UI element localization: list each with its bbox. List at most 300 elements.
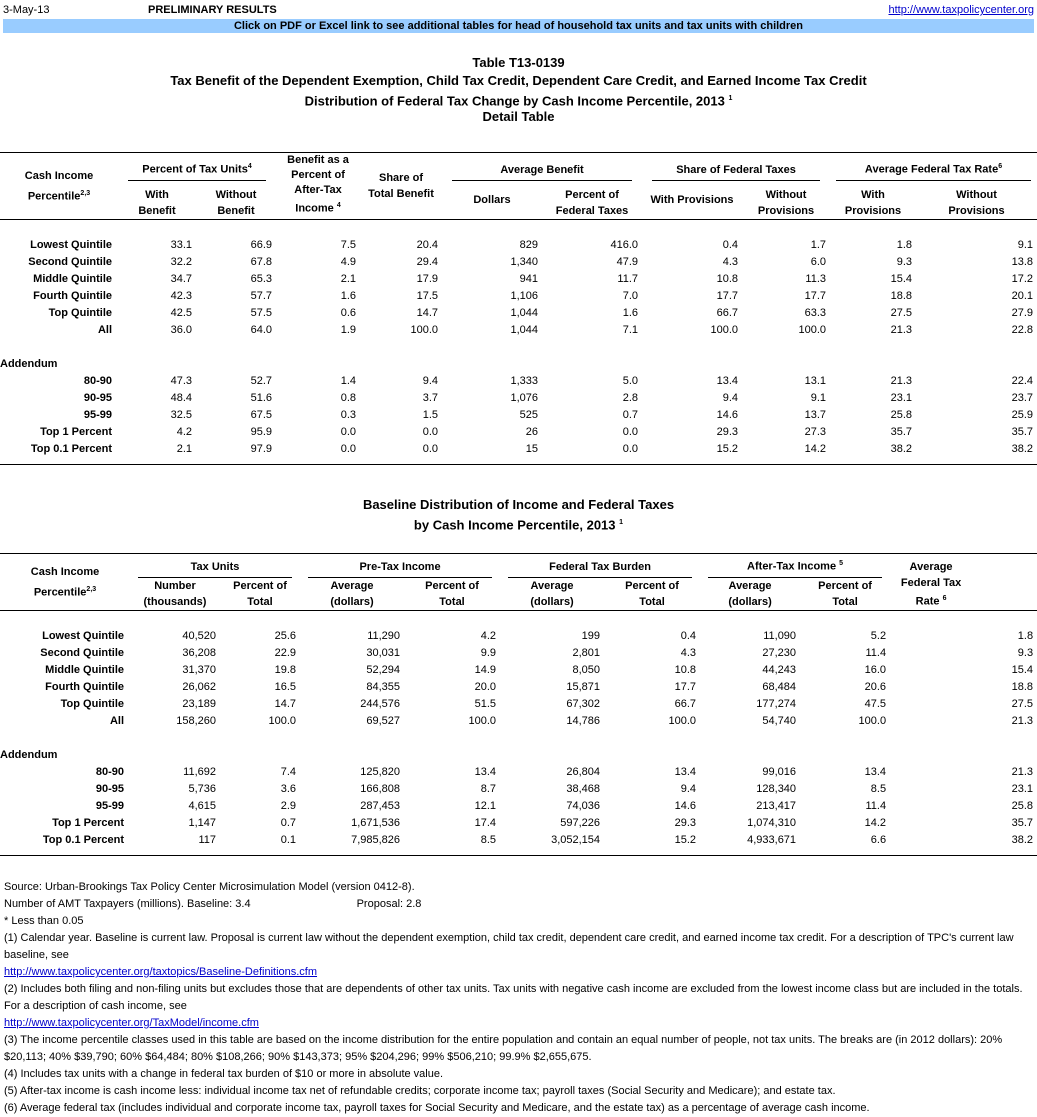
table-cell: 244,576 [360,697,401,710]
table-cell: 0.0 [622,442,639,455]
table-cell: 44,243 [762,663,797,676]
table-cell: 0.0 [422,442,439,455]
table-cell: 1.8 [896,238,913,251]
table-cell: 13.4 [474,765,497,778]
table-cell: 0.0 [622,425,639,438]
table-row [0,322,1037,339]
table-cell: 0.8 [340,391,357,404]
table-cell: 7.5 [340,238,357,251]
table-cell: 33.1 [170,238,192,251]
table-cell: 67.5 [250,408,273,421]
row-label: Top 0.1 Percent [30,442,112,455]
table-cell: 14.7 [416,306,439,319]
note-5: (5) After-tax income is cash income less: individual income tax net of refundable credits; corporate income tax; payroll taxes (Social Security and Medicare); and estate tax. [4,1085,836,1097]
table-cell: 35.7 [1011,425,1034,438]
table-cell: 26 [525,425,539,438]
table-cell: 100.0 [710,323,739,336]
table-cell: 4.9 [340,255,357,268]
table-cell: 14.6 [674,799,697,812]
table-cell: 0.0 [422,425,439,438]
col2-aftertax-pct: Percent of Total [818,579,872,608]
table-cell: 2.1 [176,442,192,455]
preliminary-label: PRELIMINARY RESULTS [148,4,277,16]
table-cell: 21.3 [890,323,913,336]
table-cell: 25.8 [1011,799,1034,812]
table-cell: 100.0 [858,714,887,727]
table-cell: 15,871 [566,680,601,693]
table-cell: 29.4 [416,255,439,268]
row-label: 95-99 [95,799,124,812]
col-pct-fed: Percent of Federal Taxes [555,188,629,217]
table-cell: 1,671,536 [351,816,401,829]
note-less-than: * Less than 0.05 [4,915,84,927]
table-cell: 66.7 [674,697,697,710]
col2-cash-income: Cash Income Percentile$^{2,3}$ [30,565,100,599]
table-cell: 287,453 [360,799,401,812]
table-cell: 0.4 [680,629,697,642]
row-label: Top Quintile [48,306,112,319]
table-row [0,441,1037,458]
baseline-table [0,553,1037,856]
col-with-prov: With Provisions [650,193,734,206]
table-cell: 15.2 [674,833,697,846]
table-cell: 9.1 [1017,238,1034,251]
table-cell: 9.3 [1017,646,1034,659]
table-cell: 42.3 [170,289,192,302]
table-cell: 1.7 [810,238,827,251]
table-cell: 2,801 [572,646,601,659]
table-cell: 0.7 [622,408,639,421]
table-row [0,237,1037,254]
row-label: 80-90 [83,374,112,387]
table-cell: 9.1 [810,391,827,404]
table-cell: 6.6 [870,833,887,846]
table-row [0,288,1037,305]
col2-pretax-pct: Percent of Total [425,579,479,608]
col-share-fed: Share of Federal Taxes [652,160,820,181]
table-cell: 17.4 [474,816,497,829]
table-cell: 1.6 [622,306,639,319]
table-cell: 51.5 [474,697,497,710]
col-share-total: Share of Total Benefit [368,171,434,200]
col-rate-without: Without Provisions [948,188,1005,217]
table-cell: 14.2 [864,816,887,829]
table-cell: 8.5 [870,782,887,795]
table-cell: 16.0 [864,663,887,676]
table-cell: 38.2 [1011,833,1034,846]
table-cell: 32.2 [170,255,192,268]
table-row [0,628,1037,645]
table-cell: 35.7 [890,425,913,438]
table-cell: 100.0 [268,714,297,727]
table-title-block [0,54,1037,126]
table-cell: 13.8 [1011,255,1034,268]
table-cell: 12.1 [474,799,497,812]
table-row [0,764,1037,781]
table-cell: 25.6 [274,629,297,642]
table-cell: 14,786 [566,714,601,727]
table-cell: 11.7 [617,272,639,285]
table-cell: 17.5 [416,289,439,302]
footnotes [4,879,1034,1117]
table-cell: 4.3 [680,646,697,659]
table-cell: 14.7 [274,697,297,710]
row-label: Lowest Quintile [42,629,124,642]
row-label: Fourth Quintile [45,680,124,693]
table-cell: 0.1 [280,833,297,846]
table-cell: 95.9 [250,425,273,438]
table-cell: 17.7 [716,289,739,302]
table-cell: 1,074,310 [747,816,797,829]
table-cell: 525 [519,408,539,421]
col2-pretax-avg: Average (dollars) [330,579,374,608]
table-cell: 100.0 [410,323,439,336]
table-cell: 54,740 [762,714,797,727]
addendum-label: Addendum [0,748,58,761]
table-cell: 27.5 [1011,697,1034,710]
col2-pretax: Pre-Tax Income [308,557,492,578]
table-cell: 30,031 [366,646,401,659]
table-cell: 48.4 [170,391,192,404]
table-cell: 25.9 [1011,408,1034,421]
baseline-definitions-link[interactable]: http://www.taxpolicycenter.org/taxtopics/Baseline-Definitions.cfm [4,966,318,978]
table-cell: 117 [198,833,216,846]
table-cell: 125,820 [360,765,401,778]
table-cell: 1.9 [340,323,357,336]
col-rate-with: With Provisions [844,188,902,217]
note-4: (4) Includes tax units with a change in federal tax burden of $10 or more in absolute value. [4,1068,444,1080]
table-cell: 23,189 [182,697,216,710]
col2-avg-rate: Average Federal Tax Rate $^6$ [900,561,962,608]
table-cell: 21.3 [890,374,913,387]
table-row [0,662,1037,679]
table-subtitle: Distribution of Federal Tax Change by Cash Income Percentile, 2013 $^1$ [304,93,733,109]
table-cell: 18.8 [890,289,913,302]
col2-aftertax: After-Tax Income $^5$ [708,554,882,578]
page-header [3,4,1034,18]
row-label: Second Quintile [28,255,112,268]
table-cell: 13.1 [804,374,827,387]
table-cell: 38.2 [1011,442,1034,455]
table-cell: 199 [581,629,601,642]
table-cell: 32.5 [170,408,192,421]
table-cell: 21.3 [1011,714,1034,727]
col2-units-pct: Percent of Total [233,579,287,608]
table-cell: 13.4 [716,374,739,387]
table-cell: 18.8 [1011,680,1034,693]
table-cell: 66.7 [716,306,739,319]
col2-burden: Federal Tax Burden [508,557,692,578]
table-cell: 2.8 [622,391,639,404]
table-cell: 100.0 [468,714,497,727]
col2-tax-units: Tax Units [138,557,292,578]
table-cell: 5,736 [188,782,216,795]
table-cell: 3.6 [280,782,297,795]
table-cell: 13.4 [864,765,887,778]
report-date: 3-May-13 [3,4,50,16]
table-cell: 27.5 [890,306,913,319]
table-cell: 20.1 [1011,289,1034,302]
note-3: (3) The income percentile classes used in this table are based on the income distribution for the entire population and contain an equal number of people, not tax units. The breaks are (in 2012 dollars): 20% $20,113; 40% $39,790; 60% $64,484; 80% $108,266; 90% $143,373; 95% $204,296; 99% $506,210; 99.9% $2,655,675. [4,1034,1003,1063]
note-amt: Number of AMT Taxpayers (millions). Baseline: 3.4 Proposal: 2.8 [4,898,422,910]
table-cell: 22.4 [1011,374,1034,387]
table-cell: 4.3 [722,255,739,268]
table-cell: 52,294 [366,663,401,676]
table-cell: 8.5 [480,833,497,846]
table-cell: 57.7 [250,289,273,302]
table-row [0,832,1037,849]
table-cell: 51.6 [250,391,273,404]
table-cell: 177,274 [756,697,797,710]
row-label: Top Quintile [60,697,124,710]
note-2: (2) Includes both filing and non-filing units but excludes those that are dependents of other tax units. Tax units with negative cash income are excluded from the lowest income class but are included in the totals. For a description of cash income, see [4,983,1023,1012]
table-cell: 1.8 [1017,629,1034,642]
table-cell: 20.4 [416,238,439,251]
row-label: Second Quintile [40,646,124,659]
table-cell: 15.2 [716,442,739,455]
note-6: (6) Average federal tax (includes individual and corporate income tax, payroll taxes for Social Security and Medicare, and the estate tax) as a percentage of average cash income. [4,1102,870,1114]
table-cell: 19.8 [274,663,297,676]
tpc-website-link[interactable]: http://www.taxpolicycenter.org [888,4,1034,16]
col-dollars: Dollars [473,193,511,206]
table-row [0,373,1037,390]
table-cell: 9.4 [422,374,439,387]
table-cell: 29.3 [716,425,739,438]
table-cell: 20.6 [864,680,887,693]
table-cell: 14.6 [716,408,739,421]
table-cell: 1,340 [510,255,539,268]
table-cell: 1.6 [340,289,357,302]
table-cell: 17.9 [416,272,439,285]
table-cell: 0.6 [340,306,357,319]
table-cell: 3,052,154 [551,833,601,846]
table-cell: 22.8 [1011,323,1034,336]
table-cell: 158,260 [176,714,216,727]
table-cell: 40,520 [182,629,216,642]
table-cell: 52.7 [250,374,273,387]
table-cell: 16.5 [274,680,297,693]
col2-aftertax-avg: Average (dollars) [728,579,772,608]
col2-burden-avg: Average (dollars) [530,579,574,608]
table-cell: 14.2 [804,442,827,455]
baseline-title: Baseline Distribution of Income and Federal Taxes [362,497,675,512]
table-cell: 1,333 [510,374,539,387]
table-cell: 13.7 [804,408,827,421]
table-cell: 100.0 [798,323,827,336]
table-cell: 29.3 [674,816,697,829]
row-label: Top 0.1 Percent [42,833,124,846]
table-cell: 22.9 [274,646,297,659]
table-cell: 27.9 [1011,306,1034,319]
note-1: (1) Calendar year. Baseline is current law. Proposal is current law without the dependent exemption, child tax credit, dependent care credit, and earned income tax credit. For a description of TPC's current law baseline, see [4,932,1014,961]
table-cell: 36.0 [170,323,192,336]
col2-burden-pct: Percent of Total [625,579,679,608]
table-cell: 67.8 [250,255,273,268]
table-cell: 11,290 [367,629,401,642]
addendum-label: Addendum [0,357,58,370]
row-label: All [97,323,112,336]
table-row [0,305,1037,322]
table-cell: 1,076 [510,391,539,404]
row-label: All [109,714,124,727]
table-cell: 47.5 [864,697,887,710]
table-cell: 3.7 [422,391,439,404]
table-cell: 35.7 [1011,816,1034,829]
table-cell: 57.5 [250,306,273,319]
table-cell: 9.4 [722,391,739,404]
table-cell: 0.0 [340,442,357,455]
table-cell: 38.2 [890,442,913,455]
table-cell: 20.0 [474,680,497,693]
table-cell: 1,147 [188,816,216,829]
table-cell: 68,484 [762,680,797,693]
table-cell: 829 [519,238,539,251]
table-cell: 42.5 [170,306,192,319]
col-without-benefit: Without Benefit [215,188,257,217]
table-cell: 1,106 [510,289,539,302]
table-cell: 1,044 [510,306,539,319]
col2-number: Number (thousands) [143,579,207,608]
table-row [0,390,1037,407]
table-cell: 597,226 [560,816,601,829]
row-label: Middle Quintile [33,272,112,285]
table-row [0,815,1037,832]
row-label: Top 1 Percent [52,816,124,829]
row-label: 90-95 [95,782,124,795]
table-cell: 36,208 [182,646,216,659]
table-cell: 128,340 [756,782,797,795]
table-cell: 15 [525,442,539,455]
table-cell: 1.5 [422,408,439,421]
table-cell: 23.1 [1011,782,1034,795]
table-cell: 21.3 [1011,765,1034,778]
table-cell: 64.0 [250,323,273,336]
table-cell: 65.3 [250,272,273,285]
income-definition-link[interactable]: http://www.taxpolicycenter.org/TaxModel/income.cfm [4,1017,259,1029]
table-cell: 7.1 [622,323,639,336]
table-cell: 17.2 [1011,272,1034,285]
table-cell: 10.8 [716,272,739,285]
table-cell: 11,090 [763,629,797,642]
table-cell: 63.3 [804,306,827,319]
table-row [0,696,1037,713]
table-cell: 13.4 [674,765,697,778]
table-cell: 67,302 [566,697,601,710]
table-row [0,254,1037,271]
col-without-prov: Without Provisions [757,188,815,217]
table-row [0,407,1037,424]
table-number: Table T13-0139 [472,55,565,70]
table-cell: 5.0 [622,374,639,387]
table-cell: 23.1 [890,391,913,404]
table-cell: 9.4 [680,782,697,795]
table-cell: 1,044 [510,323,539,336]
table-cell: 0.7 [280,816,297,829]
table-cell: 9.3 [896,255,913,268]
table-cell: 0.0 [340,425,357,438]
table-cell: 941 [519,272,539,285]
table-cell: 11.3 [805,272,827,285]
table-cell: 47.3 [170,374,192,387]
table-cell: 66.9 [250,238,273,251]
table-cell: 4.2 [176,425,192,438]
table-cell: 4.2 [480,629,497,642]
table-cell: 27.3 [804,425,827,438]
col-benefit-pct: Benefit as a Percent of After-Tax Income $^4$ [287,154,349,215]
table-cell: 27,230 [762,646,797,659]
table-cell: 7.4 [280,765,297,778]
table-cell: 17.7 [804,289,827,302]
row-label: Top 1 Percent [40,425,112,438]
col-with-benefit: With Benefit [138,188,176,217]
table-cell: 99,016 [762,765,797,778]
table-cell: 47.9 [616,255,639,268]
table-cell: 4,933,671 [747,833,797,846]
table-cell: 38,468 [566,782,601,795]
row-label: Middle Quintile [45,663,124,676]
table-cell: 26,804 [566,765,601,778]
table-cell: 69,527 [366,714,401,727]
table-cell: 26,062 [182,680,216,693]
table-cell: 31,370 [182,663,216,676]
table-detail-label: Detail Table [482,109,555,124]
table-cell: 15.4 [890,272,913,285]
table-cell: 8,050 [572,663,601,676]
table-row [0,645,1037,662]
info-banner: Click on PDF or Excel link to see additional tables for head of household tax units and tax units with children [3,19,1034,33]
baseline-subtitle: by Cash Income Percentile, 2013 $^1$ [413,517,624,533]
table-cell: 6.0 [810,255,827,268]
table-cell: 17.7 [674,680,697,693]
table-cell: 0.3 [340,408,357,421]
row-label: Lowest Quintile [30,238,112,251]
table-cell: 97.9 [250,442,273,455]
table-cell: 15.4 [1011,663,1034,676]
table-title: Tax Benefit of the Dependent Exemption, Child Tax Credit, Dependent Care Credit, and Earned Income Tax Credit [170,73,867,88]
col-avg-rate: Average Federal Tax Rate$^6$ [836,157,1031,181]
row-label: 80-90 [95,765,124,778]
table-cell: 5.2 [870,629,887,642]
col-pct-tax-units: Percent of Tax Units$^4$ [128,157,266,181]
table-cell: 2.1 [340,272,357,285]
table-cell: 84,355 [366,680,401,693]
tax-change-table [0,152,1037,465]
table-cell: 11,692 [183,765,216,778]
col-cash-income: Cash Income Percentile$^{2,3}$ [24,169,94,203]
table-cell: 11.4 [865,646,887,659]
table-cell: 1.4 [340,374,357,387]
table-row [0,424,1037,441]
table-row [0,713,1037,730]
table-cell: 100.0 [668,714,697,727]
table-cell: 2.9 [280,799,297,812]
table-cell: 10.8 [674,663,697,676]
table-cell: 213,417 [756,799,797,812]
table-cell: 7,985,826 [351,833,401,846]
row-label: Fourth Quintile [33,289,112,302]
table-row [0,798,1037,815]
row-label: 95-99 [83,408,112,421]
table-row [0,679,1037,696]
table-cell: 23.7 [1011,391,1034,404]
table-cell: 0.4 [722,238,739,251]
table-cell: 166,808 [360,782,401,795]
table-cell: 416.0 [610,238,639,251]
note-source: Source: Urban-Brookings Tax Policy Center Microsimulation Model (version 0412-8). [4,881,415,893]
table-cell: 34.7 [170,272,192,285]
table-cell: 25.8 [890,408,913,421]
table-cell: 7.0 [622,289,639,302]
